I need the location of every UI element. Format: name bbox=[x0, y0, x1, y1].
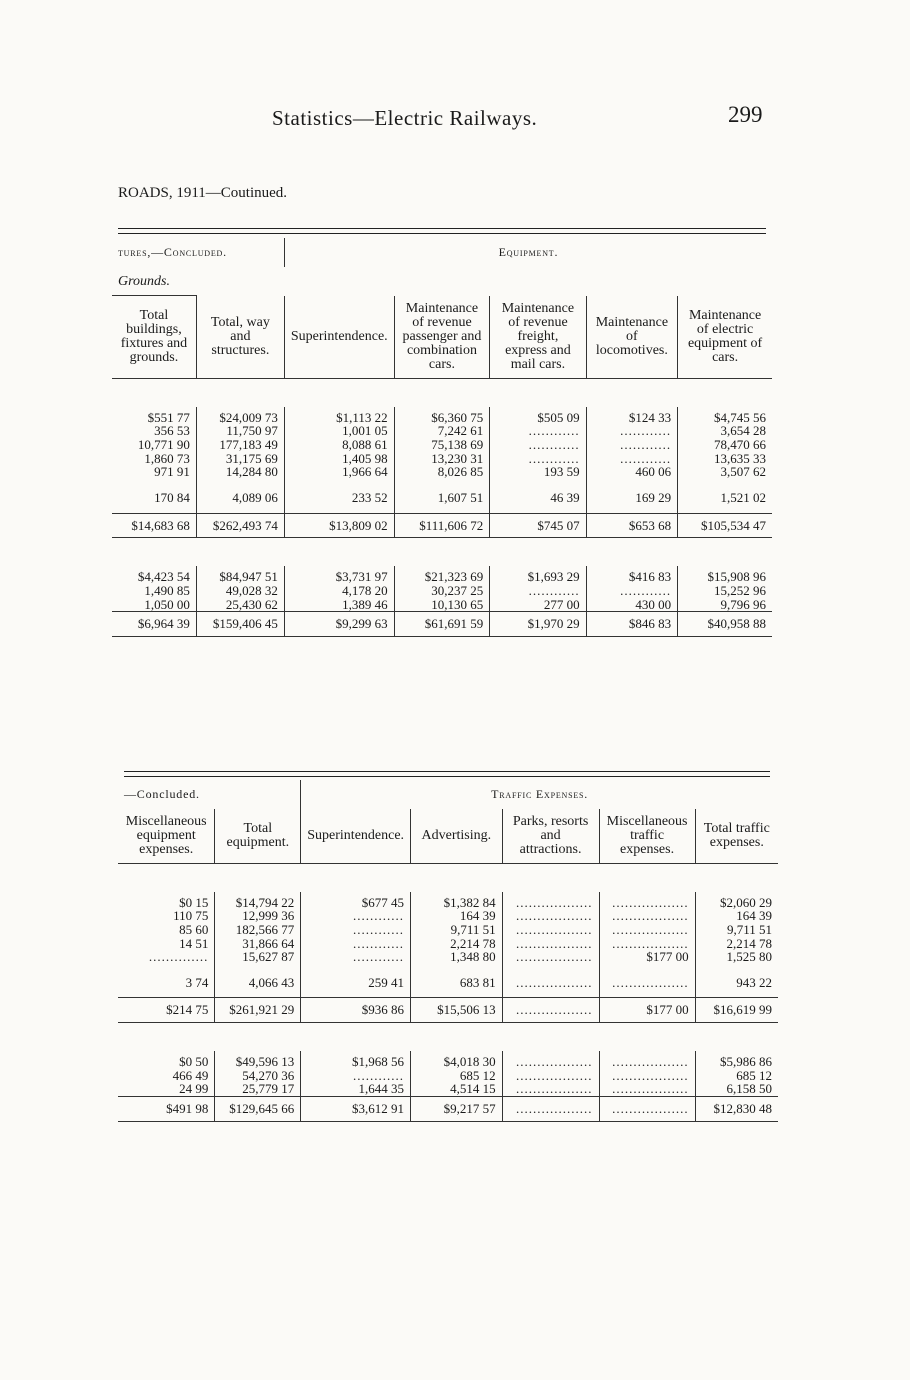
column-header: Parks, resorts and attractions. bbox=[502, 809, 599, 864]
table-cell: .................. bbox=[502, 964, 599, 998]
table-cell: $4,745 56 bbox=[678, 407, 772, 425]
column-header: Superintendence. bbox=[284, 296, 394, 379]
table-cell: 943 22 bbox=[695, 964, 778, 998]
table-cell: $12,830 48 bbox=[695, 1097, 778, 1122]
table-cell: 31,175 69 bbox=[196, 452, 284, 466]
table-row bbox=[118, 937, 778, 951]
table-row bbox=[112, 566, 772, 584]
table-cell: .................. bbox=[502, 1069, 599, 1083]
table-cell: $5,986 86 bbox=[695, 1051, 778, 1069]
table-cell: 1,490 85 bbox=[144, 582, 190, 598]
table-cell: $24,009 73 bbox=[196, 407, 284, 425]
table-row bbox=[112, 479, 772, 513]
table-cell: 1,389 46 bbox=[284, 598, 394, 612]
table-cell: 4,178 20 bbox=[284, 584, 394, 598]
table-cell: 170 84 bbox=[154, 489, 190, 505]
table-cell: 9,711 51 bbox=[411, 923, 503, 937]
table-cell: .................. bbox=[502, 909, 599, 923]
table-cell: 169 29 bbox=[586, 479, 678, 513]
table-cell: 9,796 96 bbox=[678, 598, 772, 612]
column-header: Maintenance of revenue freight, express and mail cars. bbox=[490, 296, 586, 379]
total-row bbox=[112, 612, 772, 637]
table-row bbox=[112, 465, 772, 479]
table-row bbox=[118, 950, 778, 964]
table-cell: .................. bbox=[599, 1097, 695, 1122]
table-row bbox=[112, 452, 772, 466]
table-cell: $745 07 bbox=[490, 513, 586, 538]
traffic-table bbox=[118, 780, 778, 1122]
table-cell: ............ bbox=[490, 584, 586, 598]
table-cell: 1,525 80 bbox=[695, 950, 778, 964]
table-cell: $936 86 bbox=[301, 998, 411, 1023]
table-row bbox=[118, 1051, 778, 1069]
table-cell: $177 00 bbox=[599, 998, 695, 1023]
table-cell: .................. bbox=[599, 964, 695, 998]
table-cell: $4,423 54 bbox=[137, 569, 190, 585]
table-cell: $15,506 13 bbox=[411, 998, 503, 1023]
table-cell: .............. bbox=[148, 949, 209, 965]
table-row bbox=[118, 1069, 778, 1083]
table-cell: 3,654 28 bbox=[678, 424, 772, 438]
table-cell: 1,001 05 bbox=[284, 424, 394, 438]
table-cell: 430 00 bbox=[586, 598, 678, 612]
table-cell: ............ bbox=[301, 937, 411, 951]
table1-body bbox=[112, 407, 772, 637]
table-cell: 12,999 36 bbox=[215, 909, 301, 923]
table-cell: $1,968 56 bbox=[301, 1051, 411, 1069]
table-cell: $551 77 bbox=[147, 409, 190, 425]
table-row bbox=[112, 407, 772, 425]
table-row bbox=[112, 424, 772, 438]
table-row bbox=[112, 438, 772, 452]
table-cell: 3 74 bbox=[185, 974, 209, 990]
equipment-table bbox=[112, 238, 772, 637]
column-header: Superintendence. bbox=[301, 809, 411, 864]
table-cell: .................. bbox=[599, 1051, 695, 1069]
table-cell: $129,645 66 bbox=[215, 1097, 301, 1122]
table2-group-right: Traffic Expenses. bbox=[301, 780, 778, 809]
table-cell: .................. bbox=[502, 1097, 599, 1122]
table-cell: 78,470 66 bbox=[678, 438, 772, 452]
table-cell: $505 09 bbox=[490, 407, 586, 425]
table-cell: 15,627 87 bbox=[215, 950, 301, 964]
table-cell: .................. bbox=[502, 892, 599, 910]
table-cell: $159,406 45 bbox=[196, 612, 284, 637]
table-row bbox=[112, 584, 772, 598]
table2-column-headers bbox=[118, 809, 778, 864]
table-cell: $262,493 74 bbox=[196, 513, 284, 538]
table2-group-left: —Concluded. bbox=[124, 787, 200, 801]
table-cell: ............ bbox=[586, 584, 678, 598]
table-cell: 2,214 78 bbox=[411, 937, 503, 951]
table-cell: $677 45 bbox=[301, 892, 411, 910]
table-cell: $16,619 99 bbox=[695, 998, 778, 1023]
table-cell: 6,158 50 bbox=[695, 1082, 778, 1096]
table1-group-left: tures,—Concluded. bbox=[118, 245, 227, 259]
table-cell: 259 41 bbox=[301, 964, 411, 998]
table-cell: ............ bbox=[490, 452, 586, 466]
table-cell: .................. bbox=[599, 937, 695, 951]
table-cell: ............ bbox=[586, 424, 678, 438]
table-cell: 1,966 64 bbox=[284, 465, 394, 479]
table-cell: 277 00 bbox=[490, 598, 586, 612]
table-cell: $21,323 69 bbox=[394, 566, 490, 584]
table1-column-headers bbox=[112, 296, 772, 379]
table-row bbox=[118, 1082, 778, 1096]
table-cell: $0 15 bbox=[179, 894, 209, 910]
column-header: Maintenance of locomotives. bbox=[586, 296, 678, 379]
table-cell: 460 06 bbox=[586, 465, 678, 479]
table-cell: 14,284 80 bbox=[196, 465, 284, 479]
total-row bbox=[118, 1097, 778, 1122]
table-cell: 233 52 bbox=[284, 479, 394, 513]
table-cell: 10,771 90 bbox=[137, 437, 190, 453]
table-cell: $1,970 29 bbox=[490, 612, 586, 637]
table-cell: $6,964 39 bbox=[112, 612, 196, 637]
total-row bbox=[112, 513, 772, 538]
table-cell: ............ bbox=[490, 424, 586, 438]
table-cell: 8,088 61 bbox=[284, 438, 394, 452]
table-cell: $61,691 59 bbox=[394, 612, 490, 637]
table-cell: 49,028 32 bbox=[196, 584, 284, 598]
table-cell: $0 50 bbox=[179, 1054, 209, 1070]
table-row bbox=[118, 923, 778, 937]
table-cell: $9,217 57 bbox=[411, 1097, 503, 1122]
table-cell: 356 53 bbox=[154, 423, 190, 439]
table-cell: .................. bbox=[599, 909, 695, 923]
table-cell: $1,382 84 bbox=[411, 892, 503, 910]
table-cell: $111,606 72 bbox=[394, 513, 490, 538]
table-cell: $2,060 29 bbox=[695, 892, 778, 910]
table-cell: $1,693 29 bbox=[490, 566, 586, 584]
table-cell: $14,794 22 bbox=[215, 892, 301, 910]
column-header: Advertising. bbox=[411, 809, 503, 864]
table-cell: 110 75 bbox=[173, 908, 209, 924]
table-cell: 971 91 bbox=[154, 464, 190, 480]
table-cell: 3,507 62 bbox=[678, 465, 772, 479]
table-cell: $40,958 88 bbox=[678, 612, 772, 637]
column-header: Total equipment. bbox=[215, 809, 301, 864]
table-cell: 685 12 bbox=[411, 1069, 503, 1083]
table-cell: 10,130 65 bbox=[394, 598, 490, 612]
table-cell: ............ bbox=[586, 438, 678, 452]
table-cell: .................. bbox=[599, 892, 695, 910]
table-cell: $4,018 30 bbox=[411, 1051, 503, 1069]
table-cell: ............ bbox=[301, 1069, 411, 1083]
column-header: Maintenance of revenue passenger and combination cars. bbox=[394, 296, 490, 379]
table-cell: $124 33 bbox=[586, 407, 678, 425]
table-cell: .................. bbox=[502, 998, 599, 1023]
table-cell: 193 59 bbox=[490, 465, 586, 479]
table-cell: 164 39 bbox=[411, 909, 503, 923]
table-cell: $14,683 68 bbox=[112, 513, 196, 538]
table-cell: $214 75 bbox=[118, 998, 215, 1023]
table-cell: $13,809 02 bbox=[284, 513, 394, 538]
table-cell: 2,214 78 bbox=[695, 937, 778, 951]
table-cell: 4,514 15 bbox=[411, 1082, 503, 1096]
table-cell: $84,947 51 bbox=[196, 566, 284, 584]
table-cell: 9,711 51 bbox=[695, 923, 778, 937]
table-cell: $491 98 bbox=[118, 1097, 215, 1122]
table-cell: $15,908 96 bbox=[678, 566, 772, 584]
table-cell: ............ bbox=[490, 438, 586, 452]
table-row bbox=[118, 892, 778, 910]
table-cell: ............ bbox=[301, 950, 411, 964]
table-cell: $9,299 63 bbox=[284, 612, 394, 637]
table-cell: 466 49 bbox=[172, 1067, 209, 1083]
table-cell: $6,360 75 bbox=[394, 407, 490, 425]
table-cell: 182,566 77 bbox=[215, 923, 301, 937]
page-number: 299 bbox=[728, 102, 763, 127]
table-cell: 164 39 bbox=[695, 909, 778, 923]
table-cell: .................. bbox=[502, 1051, 599, 1069]
table-row bbox=[118, 964, 778, 998]
table-cell: 25,430 62 bbox=[196, 598, 284, 612]
column-header: Total, way and structures. bbox=[196, 296, 284, 379]
table-cell: 24 99 bbox=[179, 1081, 209, 1097]
column-header: Total buildings, fixtures and grounds. bbox=[112, 296, 196, 379]
table-cell: 1,050 00 bbox=[144, 596, 190, 612]
table2-body bbox=[118, 892, 778, 1122]
column-header: Total traffic expenses. bbox=[695, 809, 778, 864]
table-cell: .................. bbox=[502, 937, 599, 951]
table-cell: 13,635 33 bbox=[678, 452, 772, 466]
table-cell: ............ bbox=[586, 452, 678, 466]
table-row bbox=[118, 909, 778, 923]
table-cell: $49,596 13 bbox=[215, 1051, 301, 1069]
table-cell: $261,921 29 bbox=[215, 998, 301, 1023]
table-cell: 75,138 69 bbox=[394, 438, 490, 452]
table1-top-rule bbox=[118, 228, 766, 234]
table-cell: $3,612 91 bbox=[301, 1097, 411, 1122]
column-header: Maintenance of electric equipment of cars. bbox=[678, 296, 772, 379]
table-cell: .................. bbox=[502, 923, 599, 937]
table1-group-right: Equipment. bbox=[284, 238, 772, 267]
table-cell: 30,237 25 bbox=[394, 584, 490, 598]
table-cell: 14 51 bbox=[179, 935, 209, 951]
column-header: Miscellaneous equipment expenses. bbox=[118, 809, 215, 864]
table-cell: 1,405 98 bbox=[284, 452, 394, 466]
table-cell: .................. bbox=[599, 923, 695, 937]
table-cell: 46 39 bbox=[490, 479, 586, 513]
table-cell: 1,348 80 bbox=[411, 950, 503, 964]
table-row bbox=[112, 598, 772, 612]
table-cell: .................. bbox=[502, 950, 599, 964]
table-cell: $105,534 47 bbox=[678, 513, 772, 538]
table-cell: ............ bbox=[301, 923, 411, 937]
table-cell: 1,644 35 bbox=[301, 1082, 411, 1096]
total-row bbox=[118, 998, 778, 1023]
table-cell: 4,066 43 bbox=[215, 964, 301, 998]
table-cell: 11,750 97 bbox=[196, 424, 284, 438]
table-cell: 683 81 bbox=[411, 964, 503, 998]
table-cell: $846 83 bbox=[586, 612, 678, 637]
table-cell: 31,866 64 bbox=[215, 937, 301, 951]
column-header: Miscellaneous traffic expenses. bbox=[599, 809, 695, 864]
table1-sub-label: Grounds. bbox=[112, 267, 196, 296]
running-head-title: Statistics—Electric Railways. bbox=[272, 106, 538, 130]
table-cell: 1,860 73 bbox=[144, 450, 190, 466]
table-cell: 15,252 96 bbox=[678, 584, 772, 598]
table-cell: .................. bbox=[599, 1069, 695, 1083]
table-cell: $1,113 22 bbox=[284, 407, 394, 425]
table-cell: $653 68 bbox=[586, 513, 678, 538]
table-cell: .................. bbox=[502, 1082, 599, 1096]
table-cell: 8,026 85 bbox=[394, 465, 490, 479]
section-title: ROADS, 1911—Coutinued. bbox=[118, 185, 288, 201]
table-cell: 4,089 06 bbox=[196, 479, 284, 513]
table-cell: $416 83 bbox=[586, 566, 678, 584]
table-cell: $177 00 bbox=[599, 950, 695, 964]
table-cell: 1,607 51 bbox=[394, 479, 490, 513]
table-cell: 177,183 49 bbox=[196, 438, 284, 452]
table-cell: 13,230 31 bbox=[394, 452, 490, 466]
table-cell: .................. bbox=[599, 1082, 695, 1096]
table-cell: 25,779 17 bbox=[215, 1082, 301, 1096]
table-cell: ............ bbox=[301, 909, 411, 923]
table-cell: 685 12 bbox=[695, 1069, 778, 1083]
table-cell: 85 60 bbox=[179, 921, 209, 937]
table-cell: 54,270 36 bbox=[215, 1069, 301, 1083]
table-cell: $3,731 97 bbox=[284, 566, 394, 584]
table-cell: 1,521 02 bbox=[678, 479, 772, 513]
table2-top-rule bbox=[124, 771, 770, 777]
table-cell: 7,242 61 bbox=[394, 424, 490, 438]
